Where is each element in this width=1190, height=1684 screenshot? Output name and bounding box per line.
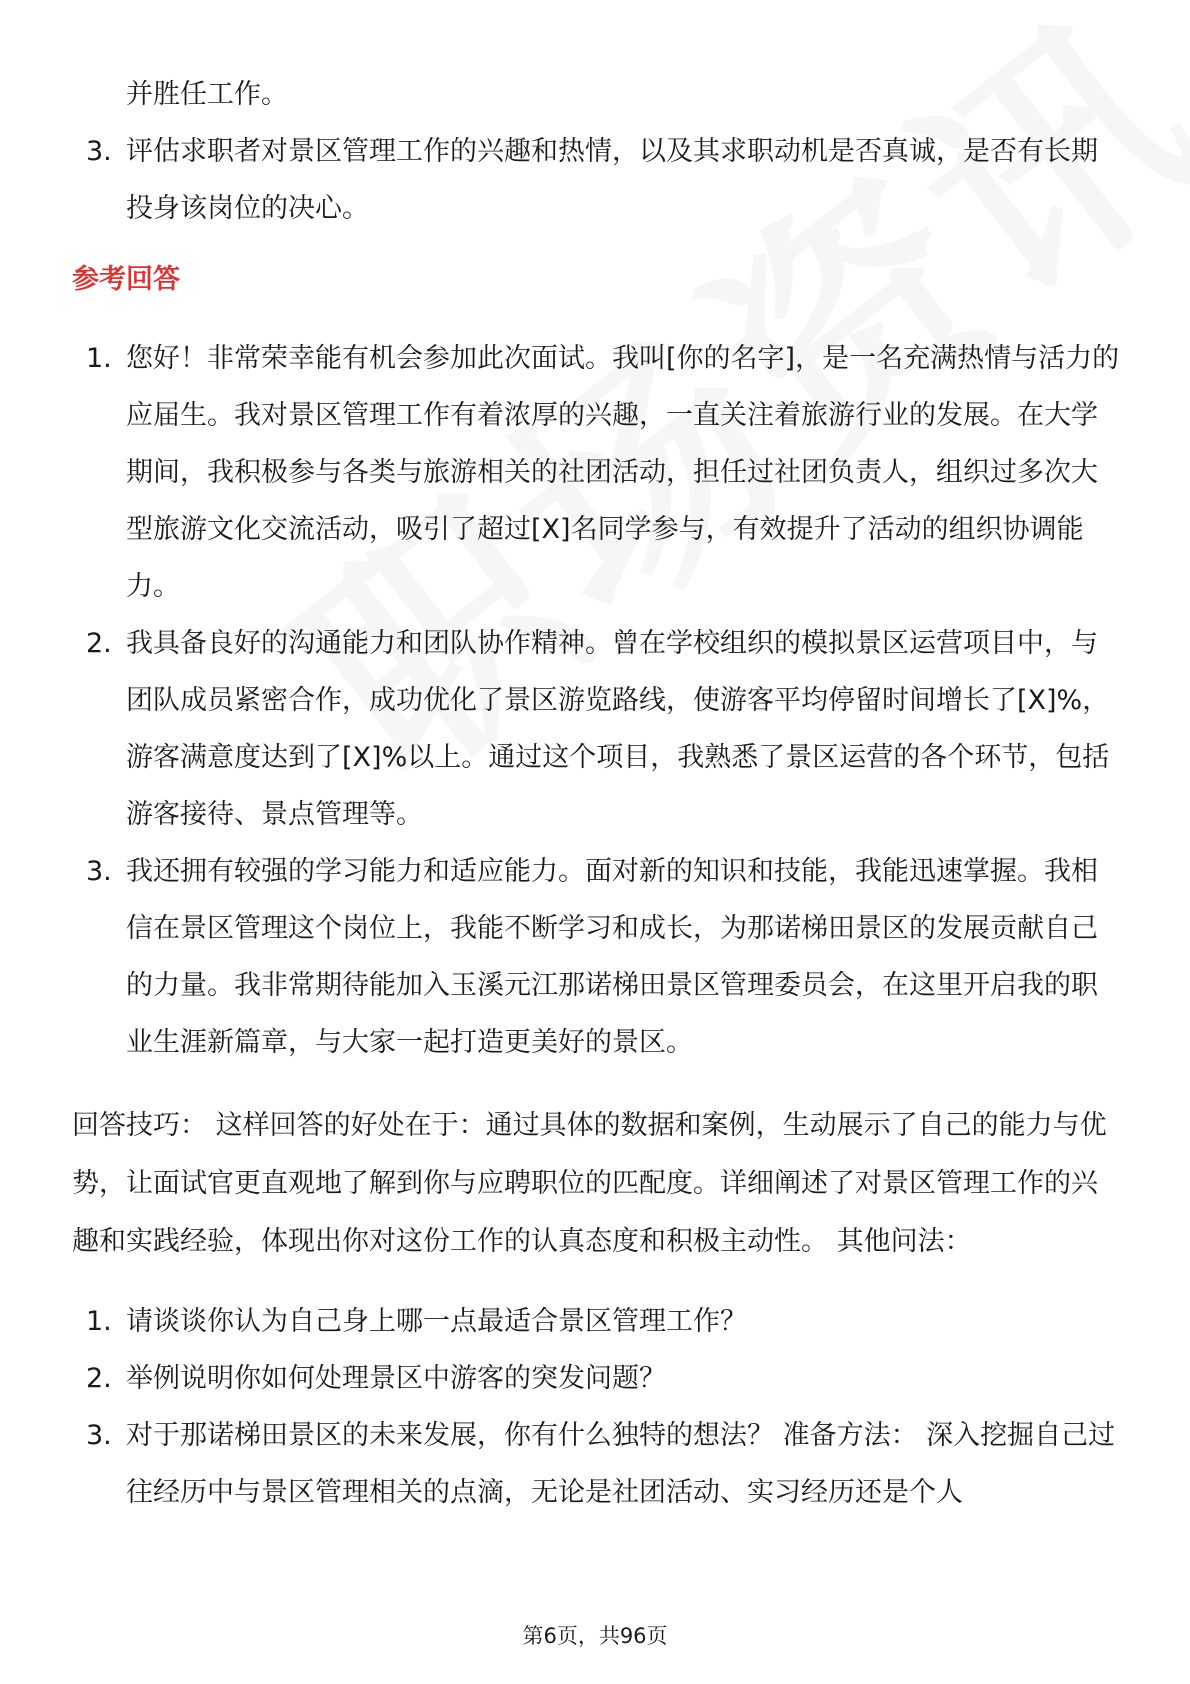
list-item — [72, 843, 1122, 1071]
list-item — [72, 1407, 1122, 1521]
list-item — [72, 615, 1122, 843]
answer-tips-paragraph: 回答技巧： 这样回答的好处在于：通过具体的数据和案例，生动展示了自己的能力与优势，让面试官更直观地了解到你与应聘职位的匹配度。详细阐述了对景区管理工作的兴趣和实践经验，体现出你对这份工作的认真态度和积极主动性。 其他问法： — [72, 1110, 1107, 1257]
page-footer: 第6页，共96页 — [522, 1624, 668, 1648]
answer-list — [72, 330, 1122, 1071]
list-item — [72, 1293, 1122, 1350]
list-text: 举例说明你如何处理景区中游客的突发问题？ — [126, 1363, 666, 1394]
section-title-reference-answer: 参考回答 — [72, 264, 180, 295]
list-number: 1. — [86, 343, 112, 374]
list-item — [72, 123, 1122, 237]
list-text: 评估求职者对景区管理工作的兴趣和热情，以及其求职动机是否真诚，是否有长期投身该岗位的决心。 — [126, 136, 1098, 224]
other-questions-list — [72, 1293, 1122, 1521]
list-number: 2. — [86, 1363, 112, 1394]
list-number: 3. — [86, 1420, 112, 1451]
list-text: 请谈谈你认为自己身上哪一点最适合景区管理工作？ — [126, 1306, 747, 1337]
list-number: 1. — [86, 1306, 112, 1337]
intro-list — [72, 123, 1122, 237]
page-content — [72, 0, 1122, 1521]
list-number: 3. — [86, 856, 112, 887]
list-number: 3. — [86, 136, 112, 167]
list-number: 2. — [86, 628, 112, 659]
list-item — [72, 330, 1122, 615]
list-text: 我还拥有较强的学习能力和适应能力。面对新的知识和技能，我能迅速掌握。我相信在景区管理这个岗位上，我能不断学习和成长，为那诺梯田景区的发展贡献自己的力量。我非常期待能加入玉溪元江那诺梯田景区管理委员会，在这里开启我的职业生涯新篇章，与大家一起打造更美好的景区。 — [126, 856, 1098, 1058]
list-item — [72, 1350, 1122, 1407]
list-text: 您好！非常荣幸能有机会参加此次面试。我叫[你的名字]，是一名充满热情与活力的应届生。我对景区管理工作有着浓厚的兴趣，一直关注着旅游行业的发展。在大学期间，我积极参与各类与旅游相关的社团活动，担任过社团负责人，组织过多次大型旅游文化交流活动，吸引了超过[X]名同学参与，有效提升了活动的组织协调能力。 — [126, 343, 1120, 602]
list-text: 我具备良好的沟通能力和团队协作精神。曾在学校组织的模拟景区运营项目中，与团队成员紧密合作，成功优化了景区游览路线，使游客平均停留时间增长了[X]%，游客满意度达到了[X]%以上。通过这个项目，我熟悉了景区运营的各个环节，包括游客接待、景点管理等。 — [126, 628, 1110, 830]
list-text: 对于那诺梯田景区的未来发展，你有什么独特的想法？ 准备方法： 深入挖掘自己过往经历中与景区管理相关的点滴，无论是社团活动、实习经历还是个人 — [126, 1420, 1116, 1508]
intro-continuation: 并胜任工作。 — [126, 79, 288, 110]
